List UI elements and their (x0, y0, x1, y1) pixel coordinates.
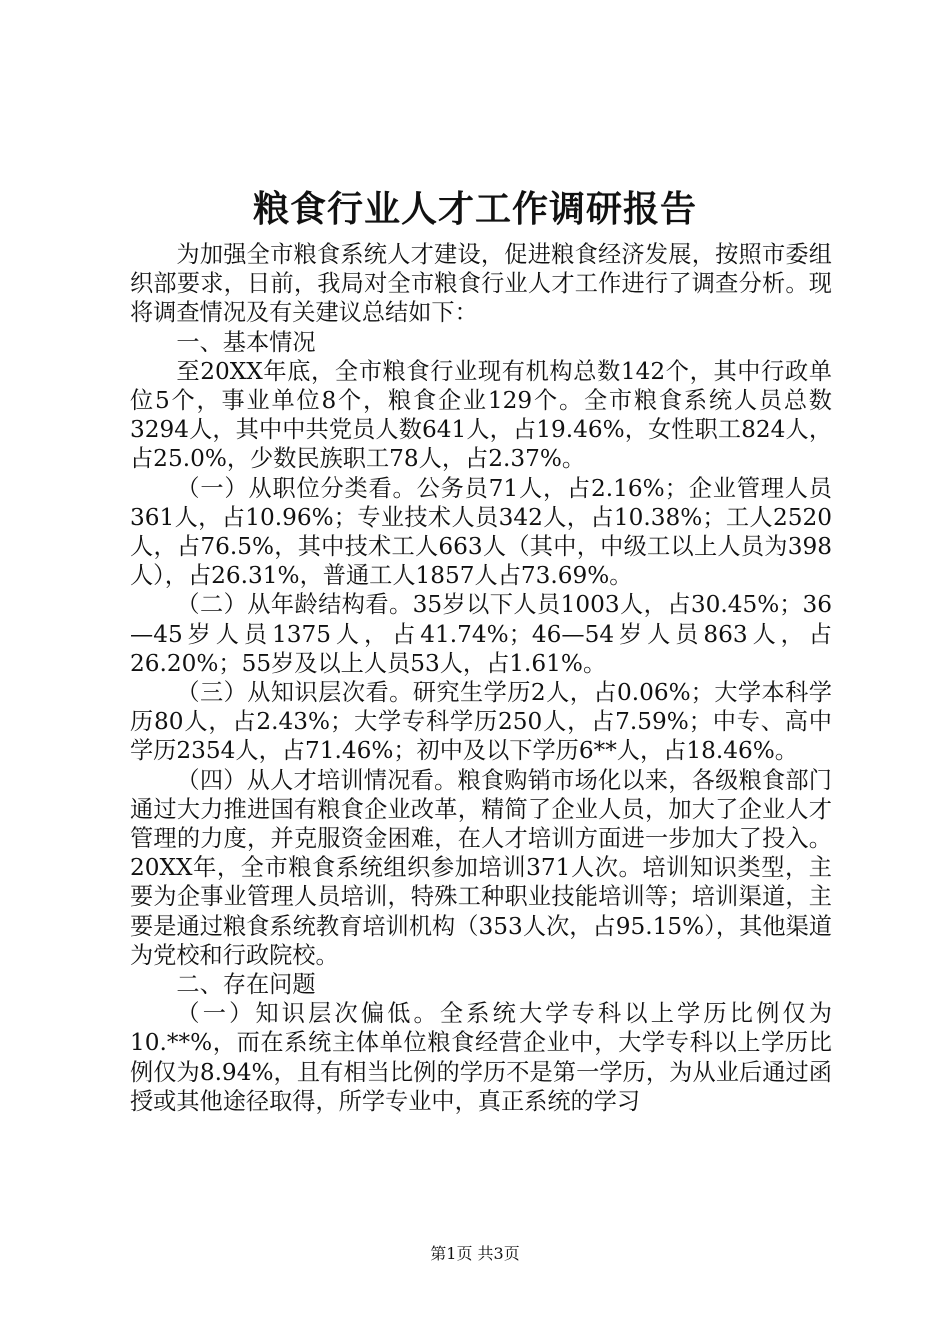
low-education-paragraph: （一）知识层次偏低。全系统大学专科以上学历比例仅为10.**%，而在系统主体单位粮食经营企业中，大学专科以上学历比例仅为8.94%，且有相当比例的学历不是第一学历，为从业后通过函授或其他途径取得，所学专业中，真正系统的学习 (130, 1000, 832, 1115)
training-paragraph: （四）从人才培训情况看。粮食购销市场化以来，各级粮食部门通过大力推进国有粮食企业改革，精简了企业人员，加大了企业人才管理的力度，并克服资金困难，在人才培训方面进一步加大了投入。20XX年，全市粮食系统组织参加培训371人次。培训知识类型，主要为企事业管理人员培训，特殊工种职业技能培训等；培训渠道，主要是通过粮食系统教育培训机构（353人次，占95.15%），其他渠道为党校和行政院校。 (130, 766, 832, 969)
age-structure-paragraph: （二）从年龄结构看。35岁以下人员1003人，占30.45%；36—45岁人员1375人，占41.74%；46—54岁人员863人，占26.20%；55岁及以上人员53人，占1.61%。 (130, 591, 832, 677)
section-heading-problems: 二、存在问题 (176, 971, 316, 999)
position-classification-paragraph: （一）从职位分类看。公务员71人，占2.16%；企业管理人员361人，占10.96%；专业技术人员342人，占10.38%；工人2520人，占76.5%，其中技术工人663人（其中，中级工以上人员为398人），占26.31%，普通工人1857人占73.69%。 (130, 474, 832, 590)
page-title: 粮食行业人才工作调研报告 (252, 188, 697, 230)
page-number-footer: 第1页 共3页 (430, 1244, 520, 1263)
intro-paragraph: 为加强全市粮食系统人才建设，促进粮食经济发展，按照市委组织部要求，日前，我局对全市粮食行业人才工作进行了调查分析。现将调查情况及有关建议总结如下： (130, 241, 832, 327)
section-heading-basic-situation: 一、基本情况 (176, 328, 316, 356)
overview-paragraph: 至20XX年底，全市粮食行业现有机构总数142个，其中行政单位5个，事业单位8个，粮食企业129个。全市粮食系统人员总数3294人，其中中共党员人数641人，占19.46%，女性职工824人，占25.0%，少数民族职工78人，占2.37%。 (130, 357, 832, 473)
education-level-paragraph: （三）从知识层次看。研究生学历2人，占0.06%；大学本科学历80人，占2.43%；大学专科学历250人，占7.59%；中专、高中学历2354人，占71.46%；初中及以下学历6**人，占18.46%。 (130, 679, 832, 765)
document-body (130, 240, 832, 1116)
